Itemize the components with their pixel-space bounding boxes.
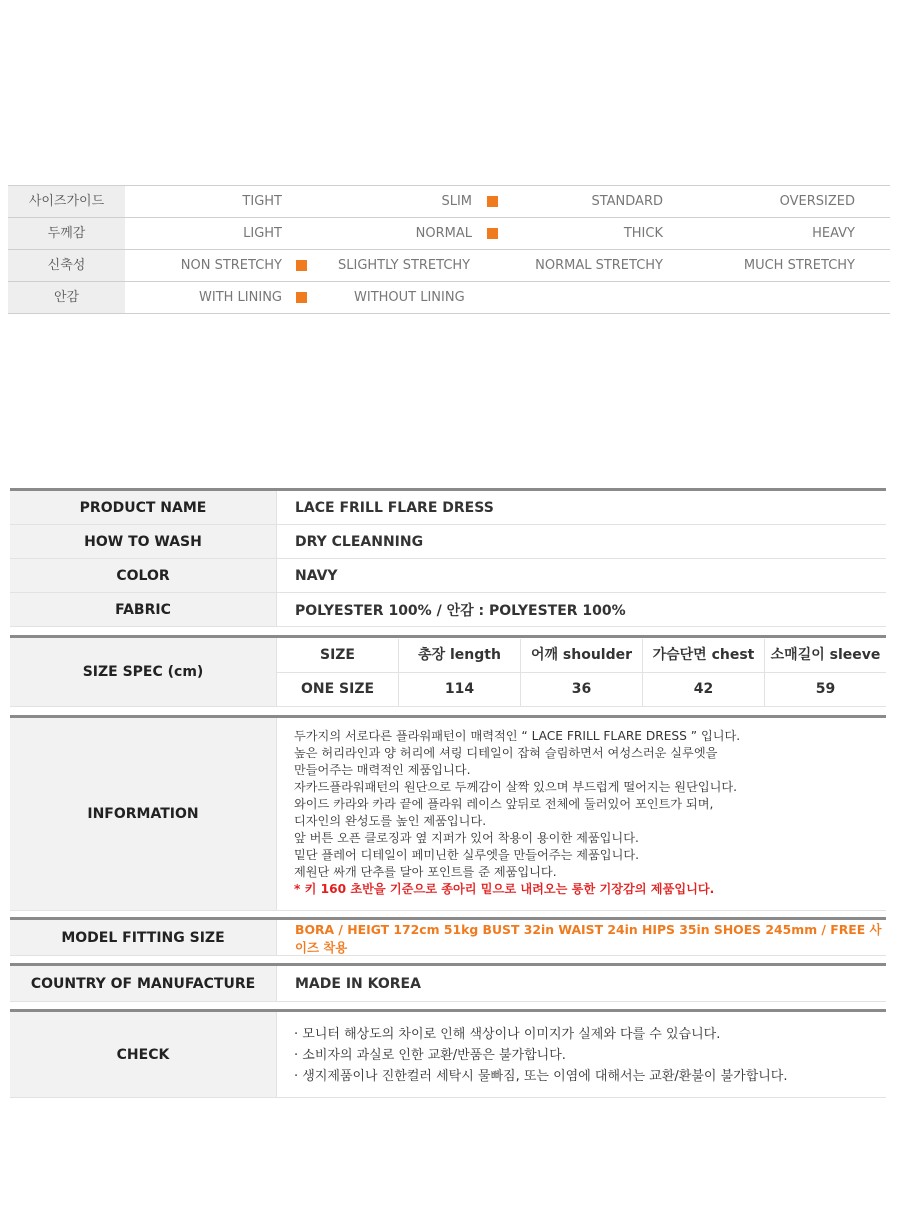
option-tight: TIGHT <box>242 194 282 209</box>
model-fitting-value-cell <box>276 920 886 955</box>
check-label: CHECK <box>10 1012 276 1097</box>
spec-value-shoulder: 36 <box>521 673 643 706</box>
color-value: NAVY <box>276 559 886 592</box>
option-normal-stretchy: NORMAL STRETCHY <box>535 258 663 273</box>
option-without-lining: WITHOUT LINING <box>354 290 465 305</box>
option-much-stretchy: MUCH STRETCHY <box>743 258 855 273</box>
info-line: 와이드 카라와 카라 끝에 플라워 레이스 앞뒤로 전체에 둘러있어 포인트가 되며, <box>294 797 714 811</box>
info-line: 자카드플라워패턴의 원단으로 두께감이 살짝 있으며 부드럽게 떨어지는 원단입니다. <box>294 780 738 794</box>
check-line: · 모니터 해상도의 차이로 인해 색상이나 이미지가 실제와 다를 수 있습니다. <box>294 1027 721 1042</box>
color-label: COLOR <box>10 559 276 592</box>
guide-row-stretch <box>8 250 890 282</box>
fabric-label: FABRIC <box>10 593 276 626</box>
selected-marker <box>487 228 498 239</box>
option-normal: NORMAL <box>415 226 472 241</box>
option-non-stretchy: NON STRETCHY <box>180 258 282 273</box>
info-line: 두가지의 서로다른 플라워패턴이 매력적인 “ LACE FRILL FLARE DRESS ” 입니다. <box>294 729 741 743</box>
country-label: COUNTRY OF MANUFACTURE <box>10 966 276 1001</box>
row-check <box>10 1012 886 1098</box>
spec-header-size: SIZE <box>277 639 399 672</box>
option-thick: THICK <box>623 226 663 241</box>
guide-row-label: 두께감 <box>8 218 125 249</box>
option-standard: STANDARD <box>591 194 663 209</box>
info-line: 만들어주는 매력적인 제품입니다. <box>294 763 471 777</box>
information-label: INFORMATION <box>10 718 276 910</box>
spec-header-chest: 가슴단면 chest <box>643 639 765 672</box>
length-note: * 키 160 초반을 기준으로 종아리 밑으로 내려오는 롱한 기장감의 제품입니다. <box>294 882 715 896</box>
spec-value-length: 114 <box>399 673 521 706</box>
size-spec-grid <box>276 638 886 706</box>
row-fabric <box>10 593 886 627</box>
row-size-spec <box>10 638 886 707</box>
size-guide-table <box>8 185 890 314</box>
selected-marker <box>296 260 307 271</box>
guide-row-label: 안감 <box>8 282 125 313</box>
guide-row-label: 신축성 <box>8 250 125 281</box>
row-model-fitting <box>10 920 886 956</box>
spec-value-sleeve: 59 <box>815 681 836 697</box>
row-country <box>10 966 886 1002</box>
spec-value-chest: 42 <box>643 673 765 706</box>
spec-header-sleeve: 소매길이 sleeve <box>770 647 881 663</box>
guide-row-label: 사이즈가이드 <box>8 186 125 217</box>
check-notes <box>294 1024 788 1087</box>
info-line: 밑단 플레어 디테일이 페미닌한 실루엣을 만들어주는 제품입니다. <box>294 848 639 862</box>
country-value: MADE IN KOREA <box>276 966 886 1001</box>
wash-label: HOW TO WASH <box>10 525 276 558</box>
row-color <box>10 559 886 593</box>
information-description <box>294 728 740 898</box>
check-line: · 소비자의 과실로 인한 교환/반품은 불가합니다. <box>294 1048 566 1063</box>
row-how-to-wash <box>10 525 886 559</box>
selected-marker <box>296 292 307 303</box>
spec-value-size: ONE SIZE <box>277 673 399 706</box>
option-oversized: OVERSIZED <box>779 194 855 209</box>
size-spec-label: SIZE SPEC (cm) <box>10 638 276 706</box>
wash-value: DRY CLEANNING <box>276 525 886 558</box>
guide-row-fit <box>8 186 890 218</box>
info-line: 디자인의 완성도를 높인 제품입니다. <box>294 814 487 828</box>
fabric-value: POLYESTER 100% / 안감 : POLYESTER 100% <box>276 593 886 626</box>
product-info-table <box>10 488 886 627</box>
guide-row-lining <box>8 282 890 314</box>
size-spec-table <box>10 635 886 707</box>
option-with-lining: WITH LINING <box>199 290 282 305</box>
product-name-value: LACE FRILL FLARE DRESS <box>276 491 886 524</box>
model-fitting-value: BORA / HEIGT 172cm 51kg BUST 32in WAIST 24in HIPS 35in SHOES 245mm / FREE 사이즈 착용 <box>295 921 882 955</box>
row-information <box>10 718 886 911</box>
option-light: LIGHT <box>243 226 282 241</box>
information-table <box>10 715 886 911</box>
model-fitting-table <box>10 917 886 956</box>
option-slightly-stretchy: SLIGHTLY STRETCHY <box>338 258 471 273</box>
model-fitting-label: MODEL FITTING SIZE <box>10 920 276 955</box>
info-line: 제원단 싸개 단추를 달아 포인트를 준 제품입니다. <box>294 865 557 879</box>
check-table <box>10 1009 886 1098</box>
selected-marker <box>487 196 498 207</box>
guide-row-thickness <box>8 218 890 250</box>
check-line: · 생지제품이나 진한컬러 세탁시 물빠짐, 또는 이염에 대해서는 교환/환불이 불가합니다. <box>294 1069 788 1084</box>
option-slim: SLIM <box>441 194 472 209</box>
info-line: 높은 허리라인과 양 허리에 셔링 디테일이 잡혀 슬림하면서 여성스러운 실루엣을 <box>294 746 718 760</box>
spec-header-shoulder: 어깨 shoulder <box>521 639 643 672</box>
info-line: 앞 버튼 오픈 클로징과 옆 지퍼가 있어 착용이 용이한 제품입니다. <box>294 831 639 845</box>
product-name-label: PRODUCT NAME <box>10 491 276 524</box>
spec-header-length: 총장 length <box>399 639 521 672</box>
country-table <box>10 963 886 1002</box>
option-heavy: HEAVY <box>812 226 855 241</box>
row-product-name <box>10 491 886 525</box>
